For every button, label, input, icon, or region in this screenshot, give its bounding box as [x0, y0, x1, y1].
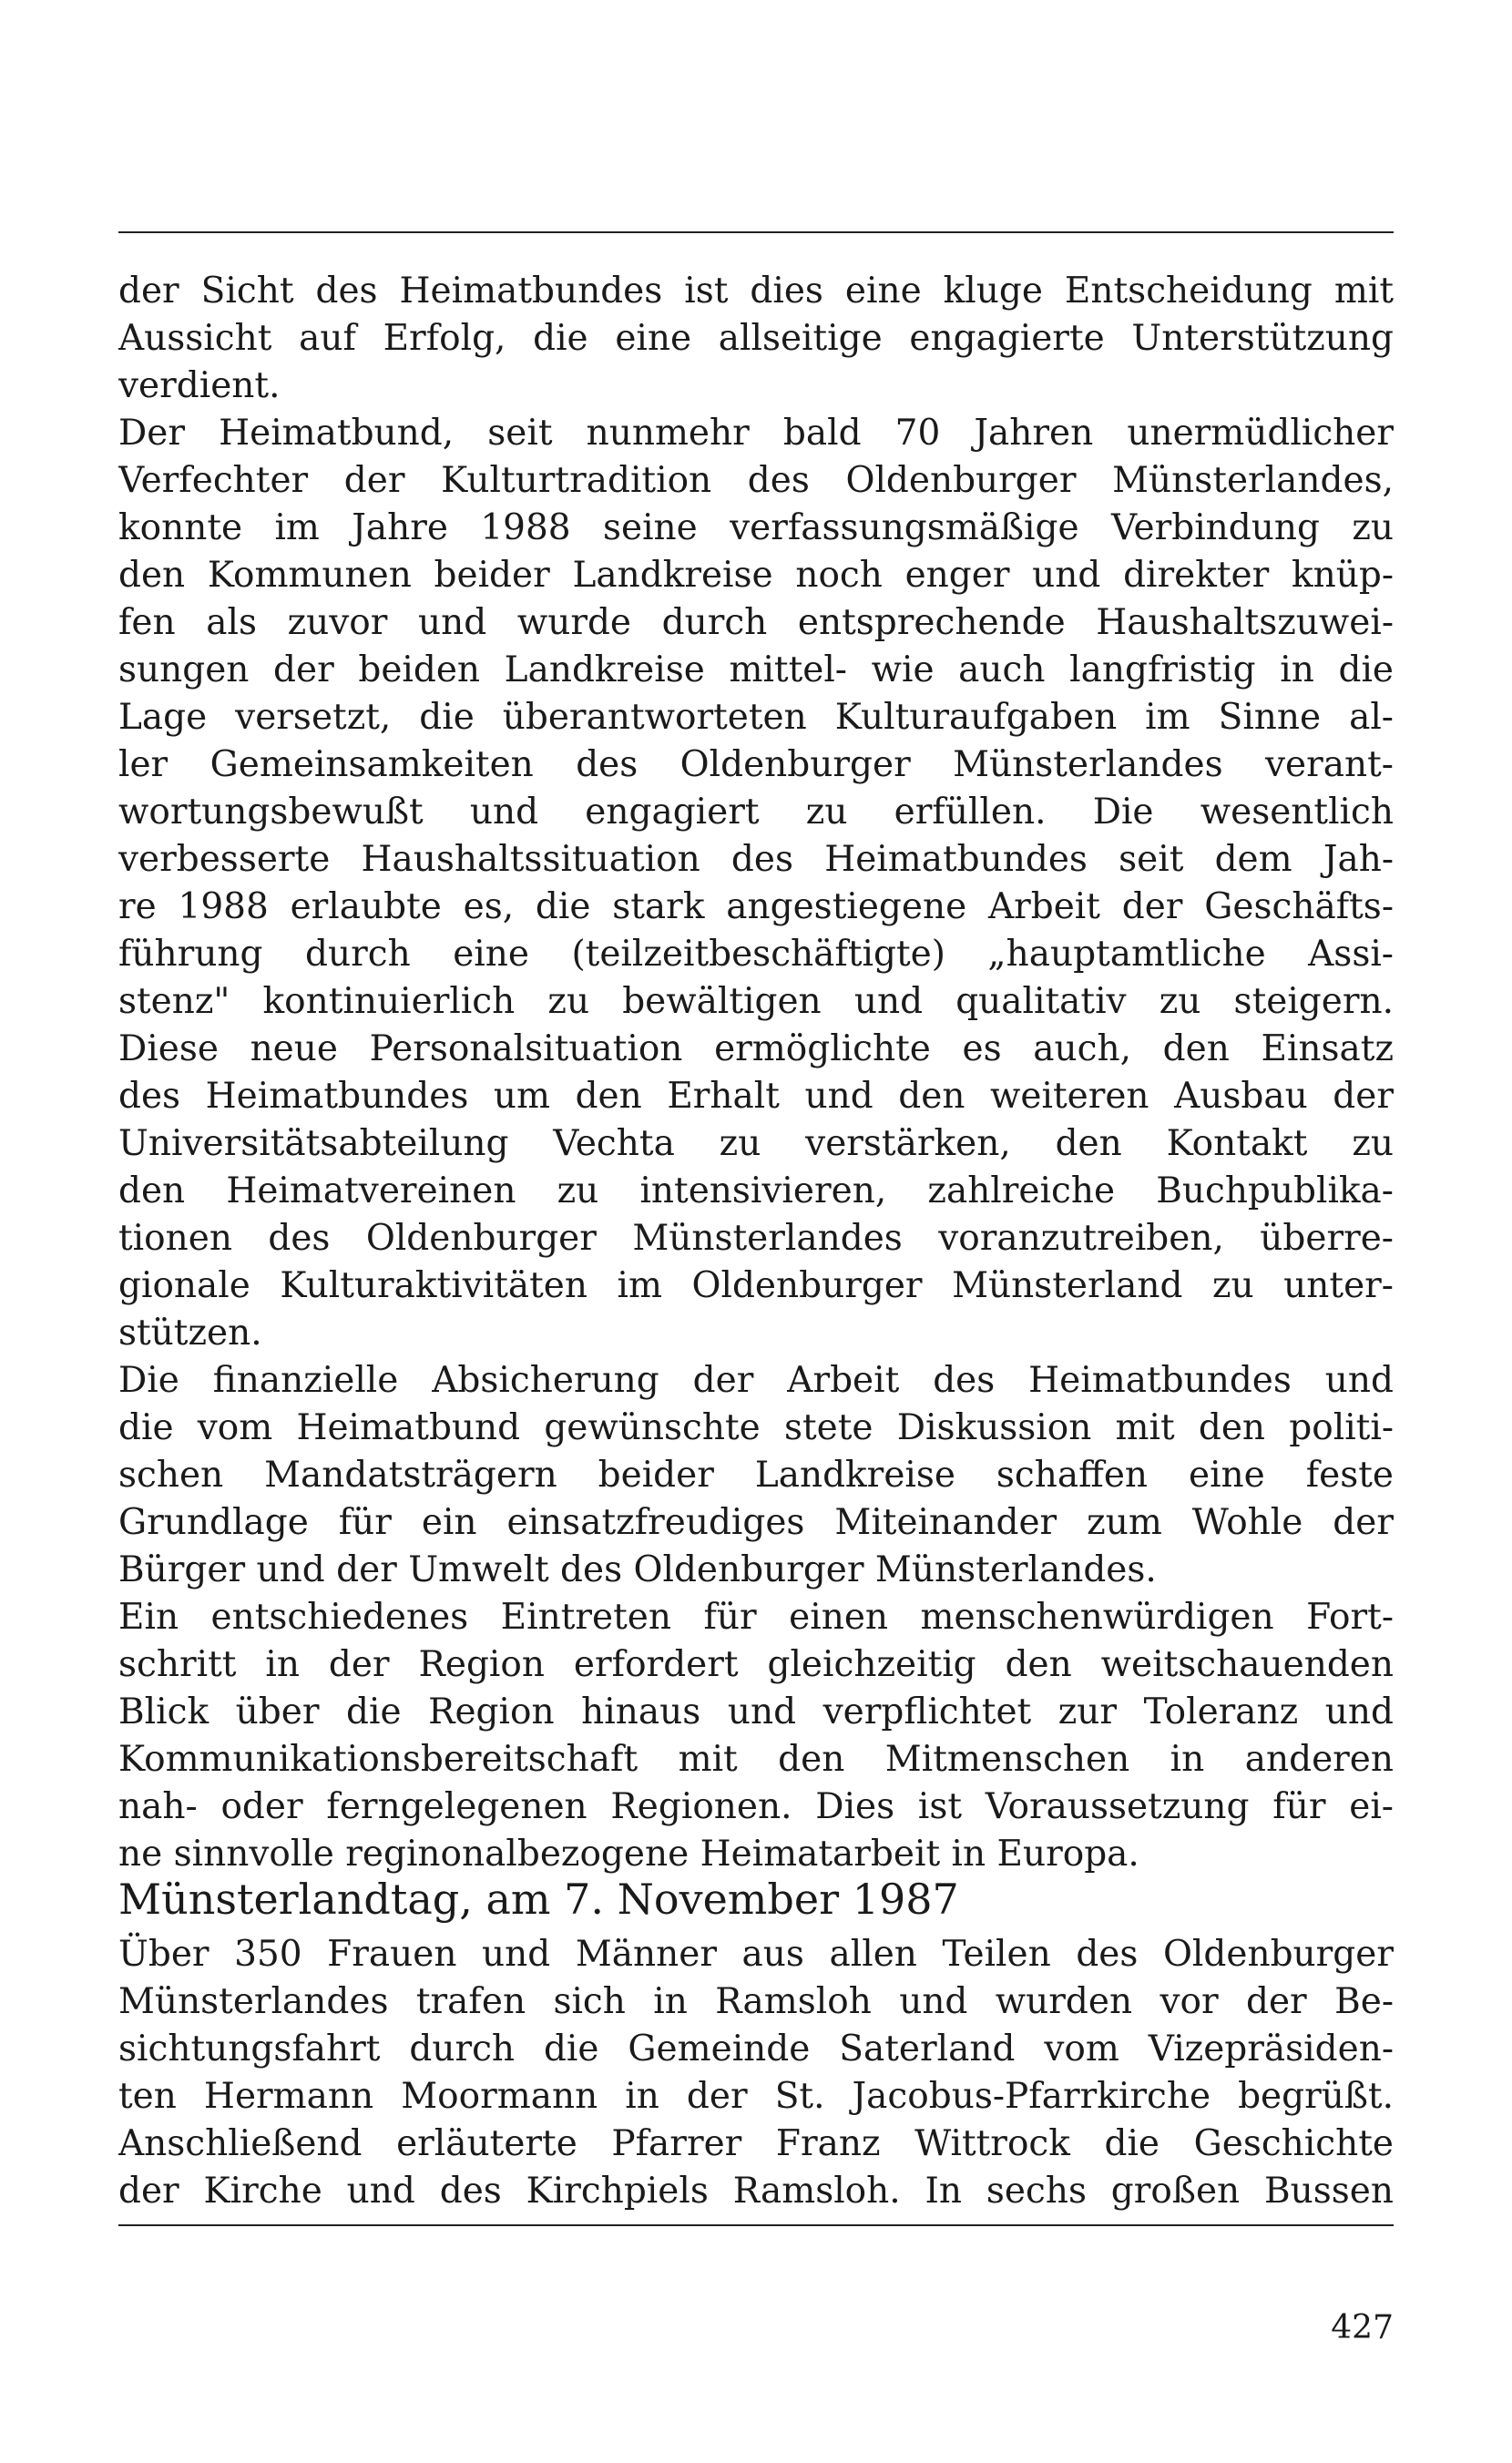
text-line: der Kirche und des Kirchpiels Ramsloh. In sechs großen Bussen — [118, 2171, 1394, 2212]
text-line: Blick über die Region hinaus und verpflichtet zur Toleranz und — [118, 1691, 1394, 1732]
text-line: die vom Heimatbund gewünschte stete Diskussion mit den politi- — [118, 1407, 1394, 1448]
text-line: Grundlage für ein einsatzfreudiges Miteinander zum Wohle der — [118, 1502, 1394, 1543]
book-page — [118, 0, 1394, 2463]
text-line: sichtungsfahrt durch die Gemeinde Saterland vom Vizepräsiden- — [118, 2029, 1394, 2070]
bottom-rule — [118, 2224, 1394, 2226]
text-line: den Heimatvereinen zu intensivieren, zahlreiche Buchpublika- — [118, 1170, 1394, 1211]
main-text-block — [118, 268, 1394, 1878]
text-line: Diese neue Personalsituation ermöglichte es auch, den Einsatz — [118, 1028, 1394, 1069]
section-block — [118, 1867, 1394, 2215]
text-line: fen als zuvor und wurde durch entsprechende Haushaltszuwei- — [118, 602, 1394, 643]
text-line: Aussicht auf Erfolg, die eine allseitige engagierte Unterstützung — [118, 318, 1394, 359]
text-line: Ein entschiedenes Eintreten für einen menschenwürdigen Fort- — [118, 1597, 1394, 1638]
text-line: Über 350 Frauen und Männer aus allen Teilen des Oldenburger — [118, 1934, 1394, 1975]
text-line: Verfechter der Kulturtradition des Oldenburger Münsterlandes, — [118, 460, 1394, 501]
text-line: stenz" kontinuierlich zu bewältigen und qualitativ zu steigern. — [118, 981, 1394, 1022]
text-line: Bürger und der Umwelt des Oldenburger Münsterlandes. — [118, 1549, 1157, 1590]
text-line: Anschließend erläuterte Pfarrer Franz Wittrock die Geschichte — [118, 2123, 1394, 2164]
text-line: wortungsbewußt und engagiert zu erfüllen. Die wesentlich — [118, 792, 1394, 833]
page-number: 427 — [1331, 2309, 1394, 2346]
section-text-block — [118, 1931, 1394, 2215]
text-line: nah- oder ferngelegenen Regionen. Dies ist Voraussetzung für ei- — [118, 1786, 1394, 1827]
section-heading: Münsterlandtag, am 7. November 1987 — [118, 1875, 959, 1924]
text-line: führung durch eine (teilzeitbeschäftigte) „hauptamtliche Assi- — [118, 934, 1394, 975]
text-line: stützen. — [118, 1313, 262, 1354]
text-line: des Heimatbundes um den Erhalt und den weiteren Ausbau der — [118, 1076, 1394, 1117]
text-line: Universitätsabteilung Vechta zu verstärken, den Kontakt zu — [118, 1123, 1394, 1164]
text-line: Der Heimatbund, seit nunmehr bald 70 Jahren unermüdlicher — [118, 413, 1394, 454]
text-line: ler Gemeinsamkeiten des Oldenburger Münsterlandes verant- — [118, 744, 1394, 785]
text-line: ten Hermann Moormann in der St. Jacobus-Pfarrkirche begrüßt. — [118, 2076, 1394, 2117]
text-line: schritt in der Region erfordert gleichzeitig den weitschauenden — [118, 1644, 1394, 1685]
text-line: sungen der beiden Landkreise mittel- wie auch langfristig in die — [118, 649, 1394, 690]
text-line: schen Mandatsträgern beider Landkreise schaffen eine feste — [118, 1455, 1394, 1496]
text-line: Die finanzielle Absicherung der Arbeit des Heimatbundes und — [118, 1360, 1394, 1401]
text-line: re 1988 erlaubte es, die stark angestiegene Arbeit der Geschäfts- — [118, 886, 1394, 927]
text-line: Lage versetzt, die überantworteten Kulturaufgaben im Sinne al- — [118, 697, 1394, 738]
top-rule — [118, 231, 1394, 233]
text-line: Münsterlandes trafen sich in Ramsloh und wurden vor der Be- — [118, 1981, 1394, 2022]
text-line: verdient. — [118, 365, 281, 406]
text-line: verbesserte Haushaltssituation des Heimatbundes seit dem Jah- — [118, 839, 1394, 880]
text-line: konnte im Jahre 1988 seine verfassungsmäßige Verbindung zu — [118, 507, 1394, 548]
text-line: der Sicht des Heimatbundes ist dies eine kluge Entscheidung mit — [118, 271, 1394, 312]
text-line: Kommunikationsbereitschaft mit den Mitmenschen in anderen — [118, 1739, 1394, 1780]
text-line: tionen des Oldenburger Münsterlandes voranzutreiben, überre- — [118, 1218, 1394, 1259]
text-line: den Kommunen beider Landkreise noch enger und direkter knüp- — [118, 555, 1394, 596]
text-line: gionale Kulturaktivitäten im Oldenburger Münsterland zu unter- — [118, 1265, 1394, 1306]
text-line: ne sinnvolle reginonalbezogene Heimatarbeit in Europa. — [118, 1834, 1139, 1875]
